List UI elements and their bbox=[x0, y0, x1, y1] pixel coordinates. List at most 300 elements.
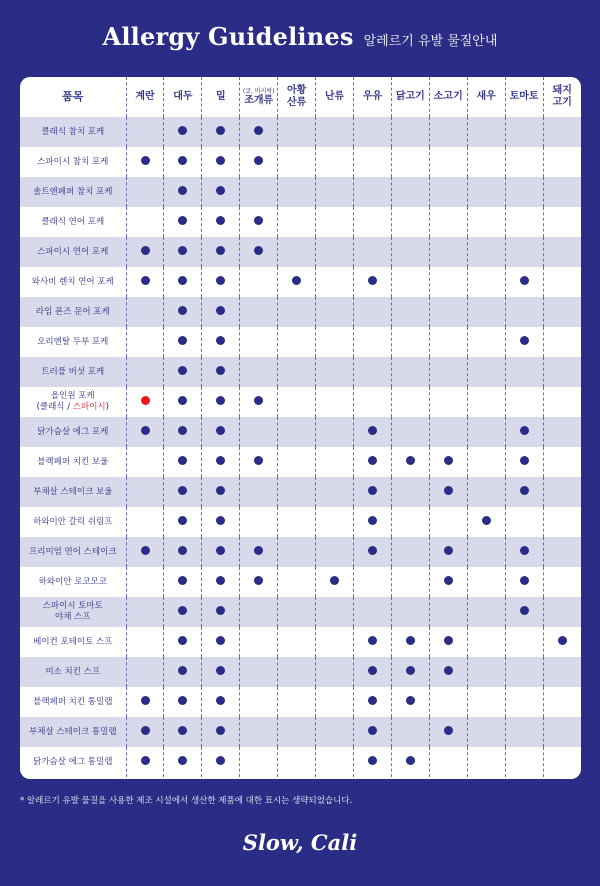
allergen-cell bbox=[316, 297, 354, 327]
allergen-cell bbox=[467, 267, 505, 297]
table-row bbox=[20, 747, 581, 777]
allergen-cell bbox=[543, 657, 581, 687]
allergen-cell bbox=[429, 447, 467, 477]
allergen-dot-icon bbox=[141, 246, 150, 255]
allergen-cell bbox=[278, 327, 316, 357]
allergen-cell bbox=[505, 147, 543, 177]
allergen-cell bbox=[164, 627, 202, 657]
allergen-cell bbox=[353, 357, 391, 387]
menu-item-name bbox=[20, 657, 126, 687]
menu-item-name bbox=[20, 567, 126, 597]
allergen-cell bbox=[353, 237, 391, 267]
table-row bbox=[20, 147, 581, 177]
allergen-dot-icon bbox=[216, 246, 225, 255]
allergen-cell bbox=[543, 327, 581, 357]
column-header-label: 대두 bbox=[173, 91, 193, 102]
allergen-dot-icon bbox=[178, 306, 187, 315]
menu-item-label: 부채살 스테이크 보울 bbox=[33, 486, 113, 497]
table-row bbox=[20, 717, 581, 747]
allergen-cell bbox=[202, 717, 240, 747]
allergen-cell bbox=[353, 747, 391, 777]
allergen-cell bbox=[278, 207, 316, 237]
allergen-dot-icon bbox=[254, 246, 263, 255]
allergen-cell bbox=[543, 387, 581, 417]
allergen-dot-icon bbox=[216, 216, 225, 225]
allergen-cell bbox=[353, 627, 391, 657]
column-header-label: 토마토 bbox=[509, 91, 539, 102]
allergen-cell bbox=[429, 267, 467, 297]
allergen-dot-icon bbox=[368, 756, 377, 765]
table-row bbox=[20, 387, 581, 417]
table-body bbox=[20, 117, 581, 777]
allergen-cell bbox=[164, 447, 202, 477]
allergy-table bbox=[20, 77, 581, 777]
menu-item-name bbox=[20, 147, 126, 177]
allergen-dot-icon bbox=[178, 756, 187, 765]
allergen-cell bbox=[353, 597, 391, 627]
allergen-dot-icon bbox=[520, 336, 529, 345]
allergen-dot-icon bbox=[141, 726, 150, 735]
allergen-dot-icon bbox=[254, 156, 263, 165]
allergen-dot-icon bbox=[216, 696, 225, 705]
allergen-cell bbox=[429, 147, 467, 177]
column-header-allergen bbox=[240, 77, 278, 117]
allergen-cell bbox=[278, 597, 316, 627]
allergen-cell bbox=[391, 477, 429, 507]
menu-item-label: 스파이시 연어 포케 bbox=[37, 246, 109, 257]
allergen-dot-icon bbox=[178, 366, 187, 375]
allergen-cell bbox=[164, 567, 202, 597]
allergen-cell bbox=[543, 567, 581, 597]
allergen-cell bbox=[505, 477, 543, 507]
allergen-cell bbox=[240, 297, 278, 327]
allergen-cell bbox=[505, 507, 543, 537]
allergen-cell bbox=[391, 717, 429, 747]
allergen-cell bbox=[240, 237, 278, 267]
allergen-cell bbox=[316, 657, 354, 687]
allergen-cell bbox=[353, 177, 391, 207]
allergen-dot-icon bbox=[141, 756, 150, 765]
allergen-dot-icon bbox=[178, 606, 187, 615]
allergen-cell bbox=[353, 117, 391, 147]
allergen-cell bbox=[505, 627, 543, 657]
allergen-dot-icon bbox=[216, 666, 225, 675]
allergen-cell bbox=[240, 507, 278, 537]
allergen-cell bbox=[126, 117, 164, 147]
table-row bbox=[20, 237, 581, 267]
allergen-cell bbox=[429, 687, 467, 717]
allergen-cell bbox=[429, 657, 467, 687]
allergen-cell bbox=[164, 237, 202, 267]
allergen-cell bbox=[164, 357, 202, 387]
allergen-dot-icon bbox=[141, 696, 150, 705]
allergen-cell bbox=[429, 177, 467, 207]
menu-item-label: 솔트앤페퍼 참치 포케 bbox=[33, 186, 113, 197]
allergen-cell bbox=[543, 417, 581, 447]
allergen-cell bbox=[505, 597, 543, 627]
allergen-cell bbox=[202, 417, 240, 447]
allergen-cell bbox=[202, 447, 240, 477]
allergen-cell bbox=[467, 597, 505, 627]
allergen-cell bbox=[353, 537, 391, 567]
allergen-cell bbox=[429, 387, 467, 417]
allergen-cell bbox=[353, 717, 391, 747]
allergen-cell bbox=[316, 537, 354, 567]
allergen-cell bbox=[240, 117, 278, 147]
menu-item-options bbox=[20, 402, 126, 413]
allergen-dot-icon bbox=[330, 576, 339, 585]
menu-item-name bbox=[20, 717, 126, 747]
allergen-dot-icon bbox=[178, 546, 187, 555]
allergen-cell bbox=[467, 537, 505, 567]
table-row bbox=[20, 567, 581, 597]
allergen-dot-icon bbox=[406, 636, 415, 645]
allergen-cell bbox=[202, 477, 240, 507]
allergen-cell bbox=[202, 147, 240, 177]
allergen-cell bbox=[505, 237, 543, 267]
allergen-dot-icon bbox=[216, 636, 225, 645]
allergen-dot-icon bbox=[520, 576, 529, 585]
allergen-cell bbox=[391, 237, 429, 267]
column-header-label: 밀 bbox=[215, 91, 226, 102]
table-row bbox=[20, 357, 581, 387]
allergen-dot-icon bbox=[368, 636, 377, 645]
menu-item-name bbox=[20, 117, 126, 147]
allergen-dot-icon bbox=[254, 576, 263, 585]
menu-item-name bbox=[20, 237, 126, 267]
allergen-cell bbox=[429, 357, 467, 387]
column-header-allergen bbox=[126, 77, 164, 117]
allergen-cell bbox=[543, 267, 581, 297]
menu-item-name bbox=[20, 597, 126, 627]
allergen-cell bbox=[505, 657, 543, 687]
option-highlight: 스파이시 bbox=[72, 402, 106, 412]
allergen-dot-icon bbox=[216, 366, 225, 375]
allergen-cell bbox=[391, 447, 429, 477]
allergen-dot-icon bbox=[178, 186, 187, 195]
allergen-dot-icon bbox=[216, 426, 225, 435]
allergen-dot-icon bbox=[216, 726, 225, 735]
menu-item-label-line2: 야채 스프 bbox=[55, 612, 91, 622]
allergen-cell bbox=[126, 357, 164, 387]
menu-item-name bbox=[20, 537, 126, 567]
allergen-dot-icon bbox=[216, 546, 225, 555]
allergen-cell bbox=[505, 177, 543, 207]
allergen-cell bbox=[316, 147, 354, 177]
allergen-dot-icon bbox=[520, 276, 529, 285]
allergen-cell bbox=[202, 177, 240, 207]
allergen-dot-icon bbox=[368, 456, 377, 465]
allergen-dot-icon bbox=[178, 246, 187, 255]
allergen-cell bbox=[391, 147, 429, 177]
table-header-row bbox=[20, 77, 581, 117]
allergen-cell bbox=[202, 537, 240, 567]
allergen-cell bbox=[505, 567, 543, 597]
menu-item-name bbox=[20, 687, 126, 717]
column-header-label: 계란 bbox=[135, 91, 155, 102]
allergen-cell bbox=[353, 507, 391, 537]
allergen-dot-icon bbox=[558, 636, 567, 645]
allergen-cell bbox=[505, 717, 543, 747]
allergen-cell bbox=[278, 747, 316, 777]
allergen-cell bbox=[353, 147, 391, 177]
allergen-cell bbox=[391, 507, 429, 537]
allergen-cell bbox=[467, 237, 505, 267]
allergen-cell bbox=[505, 747, 543, 777]
allergen-cell bbox=[316, 177, 354, 207]
allergen-cell bbox=[467, 387, 505, 417]
allergen-dot-icon bbox=[216, 756, 225, 765]
table-row bbox=[20, 117, 581, 147]
allergen-cell bbox=[543, 747, 581, 777]
allergen-cell bbox=[467, 687, 505, 717]
allergen-cell bbox=[278, 567, 316, 597]
allergen-cell bbox=[316, 627, 354, 657]
allergen-cell bbox=[353, 567, 391, 597]
allergen-cell bbox=[240, 357, 278, 387]
allergen-cell bbox=[505, 537, 543, 567]
allergen-dot-icon bbox=[292, 276, 301, 285]
allergen-cell bbox=[240, 597, 278, 627]
menu-item-label: 오리엔탈 두부 포케 bbox=[37, 336, 109, 347]
allergen-dot-highlight-icon bbox=[141, 396, 150, 405]
menu-item-label: 닭가슴살 에그 포케 bbox=[37, 426, 109, 437]
allergen-dot-icon bbox=[141, 276, 150, 285]
menu-item-label: 스파이시 토마토 bbox=[42, 601, 103, 611]
allergen-cell bbox=[278, 237, 316, 267]
allergen-cell bbox=[126, 657, 164, 687]
allergen-dot-icon bbox=[178, 336, 187, 345]
allergen-dot-icon bbox=[520, 456, 529, 465]
allergen-dot-icon bbox=[178, 696, 187, 705]
allergen-cell bbox=[240, 267, 278, 297]
column-header-label: 돼지 고기 bbox=[552, 85, 572, 108]
allergen-cell bbox=[240, 207, 278, 237]
page-header bbox=[0, 22, 600, 58]
column-header-label: 아황 산류 bbox=[286, 85, 307, 108]
menu-item-name bbox=[20, 507, 126, 537]
allergen-cell bbox=[202, 387, 240, 417]
allergen-cell bbox=[391, 627, 429, 657]
allergen-cell bbox=[126, 537, 164, 567]
table-row bbox=[20, 297, 581, 327]
allergen-dot-icon bbox=[216, 486, 225, 495]
allergen-cell bbox=[467, 147, 505, 177]
table-row bbox=[20, 207, 581, 237]
column-header-label: 소고기 bbox=[433, 91, 463, 102]
allergen-cell bbox=[278, 357, 316, 387]
allergen-cell bbox=[467, 747, 505, 777]
allergen-cell bbox=[505, 417, 543, 447]
allergen-cell bbox=[164, 507, 202, 537]
allergen-cell bbox=[429, 477, 467, 507]
allergen-cell bbox=[126, 567, 164, 597]
allergen-dot-icon bbox=[178, 486, 187, 495]
allergen-dot-icon bbox=[520, 486, 529, 495]
allergen-cell bbox=[429, 537, 467, 567]
allergen-cell bbox=[467, 627, 505, 657]
allergen-cell bbox=[316, 597, 354, 627]
allergen-cell bbox=[391, 267, 429, 297]
allergen-cell bbox=[505, 207, 543, 237]
menu-item-name bbox=[20, 477, 126, 507]
menu-item-label: 와사비 렌치 연어 포케 bbox=[31, 276, 114, 287]
allergen-cell bbox=[164, 387, 202, 417]
allergen-dot-icon bbox=[406, 756, 415, 765]
allergen-cell bbox=[429, 717, 467, 747]
allergen-dot-icon bbox=[520, 606, 529, 615]
menu-item-label: 트러플 버섯 포케 bbox=[41, 366, 105, 377]
allergen-cell bbox=[164, 687, 202, 717]
allergen-cell bbox=[316, 687, 354, 717]
allergen-cell bbox=[429, 297, 467, 327]
allergen-dot-icon bbox=[216, 396, 225, 405]
allergen-cell bbox=[543, 357, 581, 387]
menu-item-name bbox=[20, 747, 126, 777]
column-header-allergen bbox=[391, 77, 429, 117]
column-header-allergen bbox=[278, 77, 316, 117]
allergen-cell bbox=[353, 687, 391, 717]
allergen-cell bbox=[240, 567, 278, 597]
allergen-dot-icon bbox=[254, 546, 263, 555]
menu-item-label: 프리미엄 연어 스테이크 bbox=[29, 546, 117, 557]
allergen-cell bbox=[126, 507, 164, 537]
allergen-dot-icon bbox=[254, 396, 263, 405]
allergen-cell bbox=[391, 117, 429, 147]
allergen-cell bbox=[240, 417, 278, 447]
allergen-dot-icon bbox=[141, 546, 150, 555]
allergen-dot-icon bbox=[368, 546, 377, 555]
allergen-cell bbox=[164, 297, 202, 327]
allergen-cell bbox=[505, 357, 543, 387]
allergen-cell bbox=[543, 537, 581, 567]
allergen-dot-icon bbox=[216, 576, 225, 585]
allergen-cell bbox=[126, 207, 164, 237]
allergen-cell bbox=[278, 537, 316, 567]
allergen-cell bbox=[316, 717, 354, 747]
allergen-cell bbox=[240, 747, 278, 777]
allergen-dot-icon bbox=[178, 396, 187, 405]
allergen-cell bbox=[316, 507, 354, 537]
allergen-cell bbox=[240, 687, 278, 717]
allergen-cell bbox=[164, 207, 202, 237]
allergen-cell bbox=[353, 447, 391, 477]
allergen-cell bbox=[164, 657, 202, 687]
table-row bbox=[20, 507, 581, 537]
allergen-dot-icon bbox=[178, 636, 187, 645]
allergen-dot-icon bbox=[216, 336, 225, 345]
allergen-cell bbox=[164, 117, 202, 147]
allergen-cell bbox=[543, 147, 581, 177]
allergen-cell bbox=[391, 357, 429, 387]
table-row bbox=[20, 657, 581, 687]
column-header-allergen bbox=[164, 77, 202, 117]
allergen-cell bbox=[202, 117, 240, 147]
allergen-cell bbox=[278, 387, 316, 417]
allergen-cell bbox=[429, 747, 467, 777]
allergen-cell bbox=[278, 717, 316, 747]
allergen-dot-icon bbox=[444, 456, 453, 465]
allergen-cell bbox=[278, 147, 316, 177]
allergen-cell bbox=[164, 267, 202, 297]
allergen-dot-icon bbox=[368, 696, 377, 705]
allergen-dot-icon bbox=[178, 276, 187, 285]
allergen-dot-icon bbox=[368, 666, 377, 675]
allergen-cell bbox=[316, 327, 354, 357]
menu-item-label: 클래식 참치 포케 bbox=[41, 126, 105, 137]
allergen-cell bbox=[278, 627, 316, 657]
menu-item-label: 스파이시 참치 포케 bbox=[37, 156, 109, 167]
allergen-cell bbox=[202, 567, 240, 597]
allergen-cell bbox=[164, 717, 202, 747]
allergen-cell bbox=[240, 387, 278, 417]
allergen-dot-icon bbox=[216, 456, 225, 465]
allergen-cell bbox=[202, 237, 240, 267]
allergen-cell bbox=[126, 447, 164, 477]
menu-item-label: 블랙페퍼 치킨 보울 bbox=[37, 456, 109, 467]
menu-item-label: 라임 폰즈 문어 포케 bbox=[35, 306, 110, 317]
allergen-cell bbox=[505, 387, 543, 417]
allergen-cell bbox=[467, 357, 505, 387]
allergen-cell bbox=[126, 477, 164, 507]
allergen-cell bbox=[240, 477, 278, 507]
option-suffix: ) bbox=[105, 402, 109, 412]
allergen-cell bbox=[164, 537, 202, 567]
menu-item-name bbox=[20, 177, 126, 207]
menu-item-label: 클래식 연어 포케 bbox=[41, 216, 105, 227]
allergen-dot-icon bbox=[216, 276, 225, 285]
allergen-cell bbox=[391, 327, 429, 357]
allergen-cell bbox=[240, 147, 278, 177]
allergen-dot-icon bbox=[368, 426, 377, 435]
allergen-cell bbox=[278, 687, 316, 717]
allergen-cell bbox=[316, 447, 354, 477]
allergen-dot-icon bbox=[520, 426, 529, 435]
allergen-cell bbox=[126, 627, 164, 657]
allergen-cell bbox=[543, 237, 581, 267]
allergen-cell bbox=[543, 627, 581, 657]
allergen-cell bbox=[202, 327, 240, 357]
allergen-dot-icon bbox=[482, 516, 491, 525]
allergen-cell bbox=[126, 267, 164, 297]
allergen-cell bbox=[316, 237, 354, 267]
allergen-dot-icon bbox=[368, 486, 377, 495]
allergen-cell bbox=[467, 567, 505, 597]
allergen-cell bbox=[467, 297, 505, 327]
allergen-cell bbox=[126, 717, 164, 747]
table-row bbox=[20, 417, 581, 447]
menu-item-name bbox=[20, 267, 126, 297]
allergen-cell bbox=[126, 147, 164, 177]
table-row bbox=[20, 477, 581, 507]
allergen-cell bbox=[543, 447, 581, 477]
allergen-cell bbox=[467, 207, 505, 237]
allergen-dot-icon bbox=[216, 186, 225, 195]
table-row bbox=[20, 687, 581, 717]
allergen-cell bbox=[353, 297, 391, 327]
allergen-cell bbox=[126, 177, 164, 207]
allergen-cell bbox=[202, 267, 240, 297]
allergen-cell bbox=[467, 657, 505, 687]
allergen-dot-icon bbox=[254, 456, 263, 465]
allergen-cell bbox=[316, 357, 354, 387]
allergen-cell bbox=[505, 447, 543, 477]
option-prefix: (클래식 / bbox=[36, 402, 73, 412]
allergen-cell bbox=[126, 297, 164, 327]
allergen-dot-icon bbox=[444, 636, 453, 645]
allergen-cell bbox=[543, 507, 581, 537]
allergen-cell bbox=[543, 477, 581, 507]
